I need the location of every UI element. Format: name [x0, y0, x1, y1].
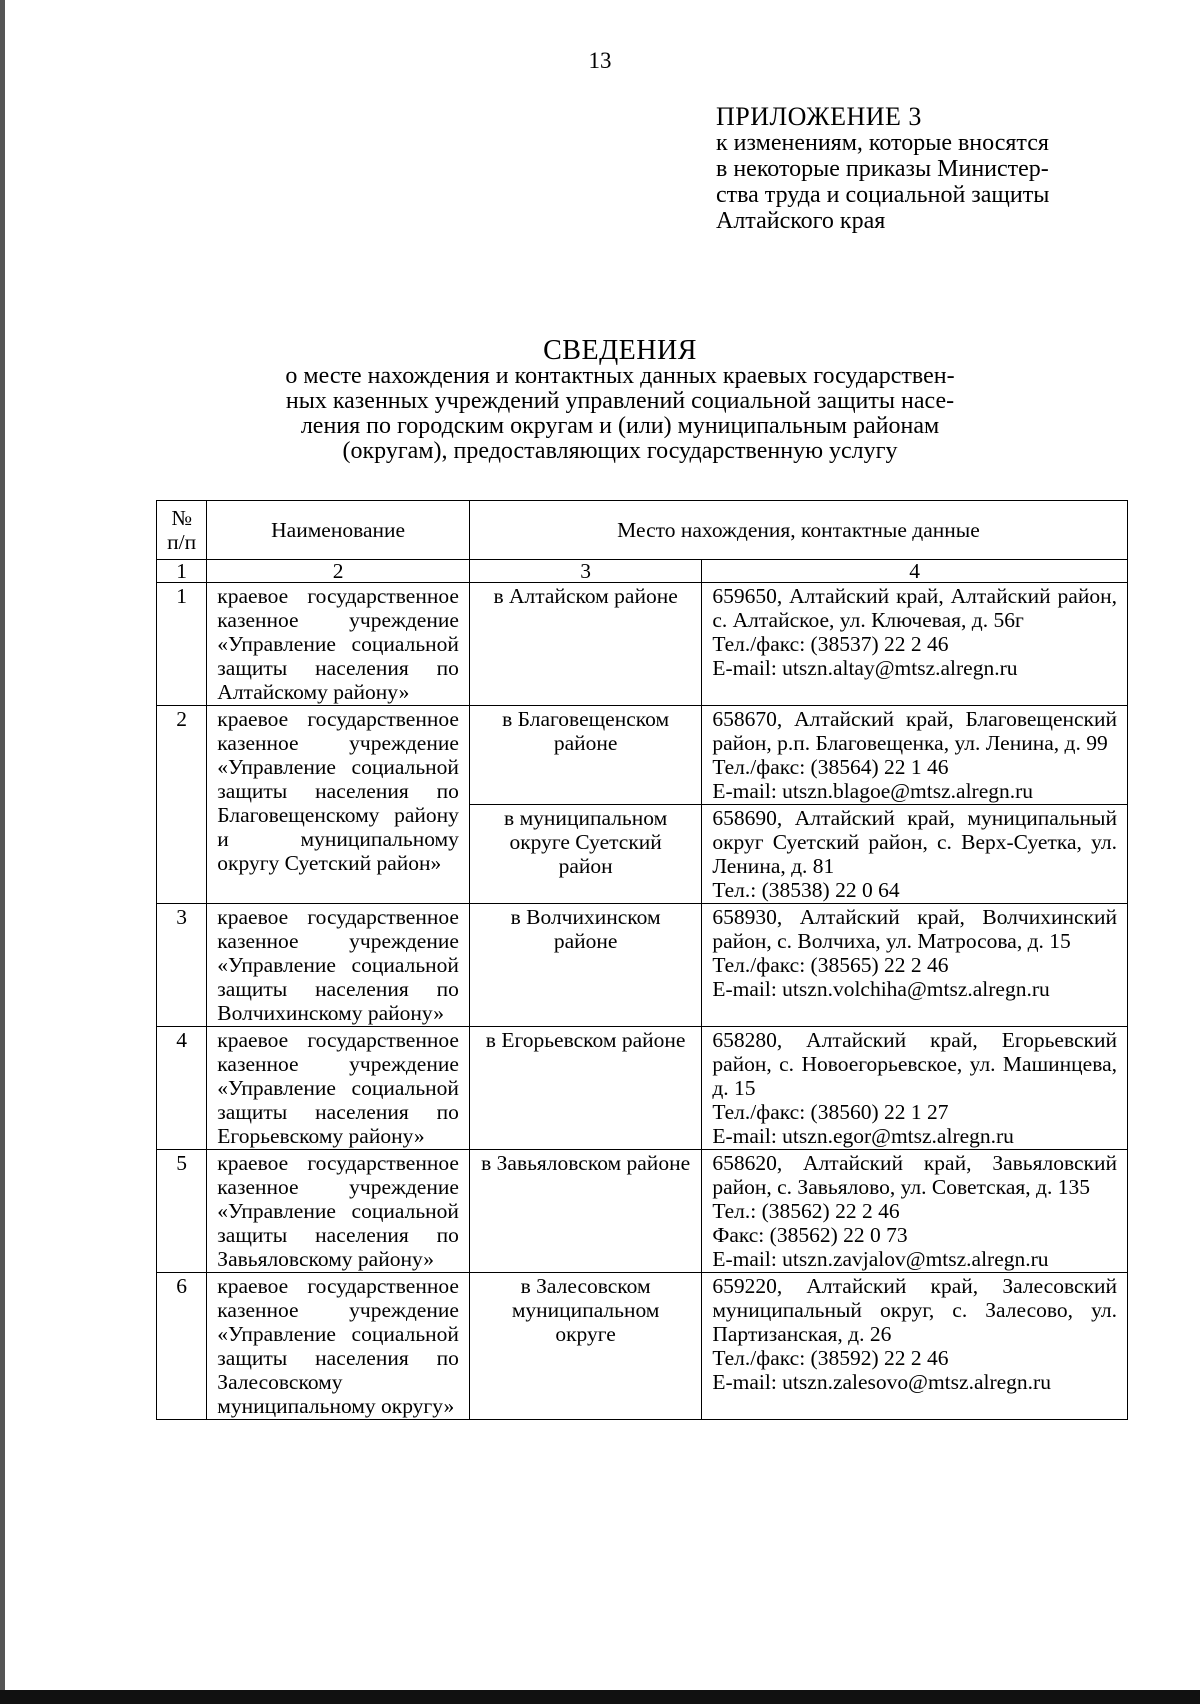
location-place: в Благовещенском районе	[469, 706, 701, 805]
contact-line: E-mail: utszn.zalesovo@mtsz.alregn.ru	[712, 1370, 1051, 1394]
row-number: 2	[157, 706, 207, 904]
appendix-line: Алтайского края	[716, 208, 886, 234]
column-number: 2	[207, 560, 470, 583]
contact-details	[702, 1150, 1128, 1273]
contact-line: Тел./факс: (38560) 22 1 27	[712, 1100, 949, 1124]
contact-line: E-mail: utszn.blagoe@mtsz.alregn.ru	[712, 779, 1034, 803]
contact-details	[702, 1027, 1128, 1150]
institution-name: краевое государственное казенное учреждение «Управление социальной защиты населения по Алтайскому району»	[207, 583, 470, 706]
row-number: 5	[157, 1150, 207, 1273]
contact-line: Тел./факс: (38592) 22 2 46	[712, 1346, 949, 1370]
table-row	[157, 706, 1128, 805]
document-title: СВЕДЕНИЯ	[543, 335, 697, 366]
table-body	[157, 583, 1128, 1420]
contact-details	[702, 706, 1128, 805]
scan-edge	[0, 0, 5, 1704]
header-name: Наименование	[207, 501, 470, 560]
contact-details	[702, 583, 1128, 706]
header-num: № п/п	[157, 501, 207, 560]
institution-name: краевое государственное казенное учреждение «Управление социальной защиты населения по Благовещенскому району и муниципальному округу Суетский район»	[207, 706, 470, 904]
appendix-line: к изменениям, которые вносятся	[716, 130, 1049, 156]
location-place: в Егорьевском районе	[469, 1027, 701, 1150]
contact-line: Тел./факс: (38565) 22 2 46	[712, 953, 949, 977]
heading-line: о месте нахождения и контактных данных краевых государствен-	[285, 363, 955, 389]
row-number: 1	[157, 583, 207, 706]
appendix-title: ПРИЛОЖЕНИЕ 3	[716, 102, 922, 131]
contact-line: Тел./факс: (38537) 22 2 46	[712, 632, 949, 656]
row-number: 6	[157, 1273, 207, 1420]
table-row	[157, 583, 1128, 706]
header-location: Место нахождения, контактные данные	[469, 501, 1127, 560]
contact-line: Тел./факс: (38564) 22 1 46	[712, 755, 949, 779]
contact-line: E-mail: utszn.egor@mtsz.alregn.ru	[712, 1124, 1014, 1148]
heading-line: (округам), предоставляющих государственную услугу	[342, 438, 898, 464]
table-row	[157, 1150, 1128, 1273]
column-number: 1	[157, 560, 207, 583]
table-row	[157, 1273, 1128, 1420]
address-text: 658930, Алтайский край, Волчихинский район, с. Волчиха, ул. Матросова, д. 15	[712, 905, 1117, 953]
location-place: в Завьяловском районе	[469, 1150, 701, 1273]
contact-line: Тел.: (38562) 22 2 46	[712, 1199, 900, 1223]
column-number: 4	[702, 560, 1128, 583]
page-number: 13	[588, 48, 612, 73]
institution-name: краевое государственное казенное учреждение «Управление социальной защиты населения по Егорьевскому району»	[207, 1027, 470, 1150]
institution-name: краевое государственное казенное учреждение «Управление социальной защиты населения по Волчихинскому району»	[207, 904, 470, 1027]
row-number: 3	[157, 904, 207, 1027]
contact-details	[702, 904, 1128, 1027]
table-row	[157, 904, 1128, 1027]
table-row	[157, 1027, 1128, 1150]
address-text: 658280, Алтайский край, Егорьевский район, с. Новоегорьевское, ул. Машинцева, д. 15	[712, 1028, 1117, 1100]
column-number: 3	[469, 560, 701, 583]
address-text: 658690, Алтайский край, муниципальный округ Суетский район, с. Верх-Суетка, ул. Ленина, д. 81	[712, 806, 1117, 878]
contact-details	[702, 805, 1128, 904]
appendix-block	[716, 104, 1156, 234]
address-text: 658620, Алтайский край, Завьяловский район, с. Завьялово, ул. Советская, д. 135	[712, 1151, 1117, 1199]
contact-line: E-mail: utszn.volchiha@mtsz.alregn.ru	[712, 977, 1050, 1001]
heading-line: ных казенных учреждений управлений социальной защиты насе-	[285, 388, 955, 414]
table-header-row	[157, 501, 1128, 560]
contact-line: E-mail: utszn.altay@mtsz.alregn.ru	[712, 656, 1018, 680]
address-text: 659220, Алтайский край, Залесовский муниципальный округ, с. Залесово, ул. Партизанская, д. 26	[712, 1274, 1117, 1346]
appendix-line: в некоторые приказы Министер-	[716, 156, 1049, 182]
address-text: 659650, Алтайский край, Алтайский район, с. Алтайское, ул. Ключевая, д. 56г	[712, 584, 1117, 632]
location-place: в Залесовском муниципальном округе	[469, 1273, 701, 1420]
contact-line: Тел.: (38538) 22 0 64	[712, 878, 900, 902]
location-place: в муниципальном округе Суетский район	[469, 805, 701, 904]
contact-line: Факс: (38562) 22 0 73	[712, 1223, 908, 1247]
contact-line: E-mail: utszn.zavjalov@mtsz.alregn.ru	[712, 1247, 1049, 1271]
location-place: в Волчихинском районе	[469, 904, 701, 1027]
document-heading	[220, 335, 1020, 464]
contact-details	[702, 1273, 1128, 1420]
appendix-line: ства труда и социальной защиты	[716, 182, 1050, 208]
institution-name: краевое государственное казенное учреждение «Управление социальной защиты населения по Завьяловскому району»	[207, 1150, 470, 1273]
heading-line: ления по городским округам и (или) муниципальным районам	[300, 413, 940, 439]
institution-name: краевое государственное казенное учреждение «Управление социальной защиты населения по Залесовскому муниципальному округу»	[207, 1273, 470, 1420]
address-text: 658670, Алтайский край, Благовещенский район, р.п. Благовещенка, ул. Ленина, д. 99	[712, 707, 1117, 755]
institutions-table	[156, 500, 1128, 1420]
scan-bottom-edge	[0, 1690, 1200, 1704]
column-numbers-row	[157, 560, 1128, 583]
row-number: 4	[157, 1027, 207, 1150]
location-place: в Алтайском районе	[469, 583, 701, 706]
